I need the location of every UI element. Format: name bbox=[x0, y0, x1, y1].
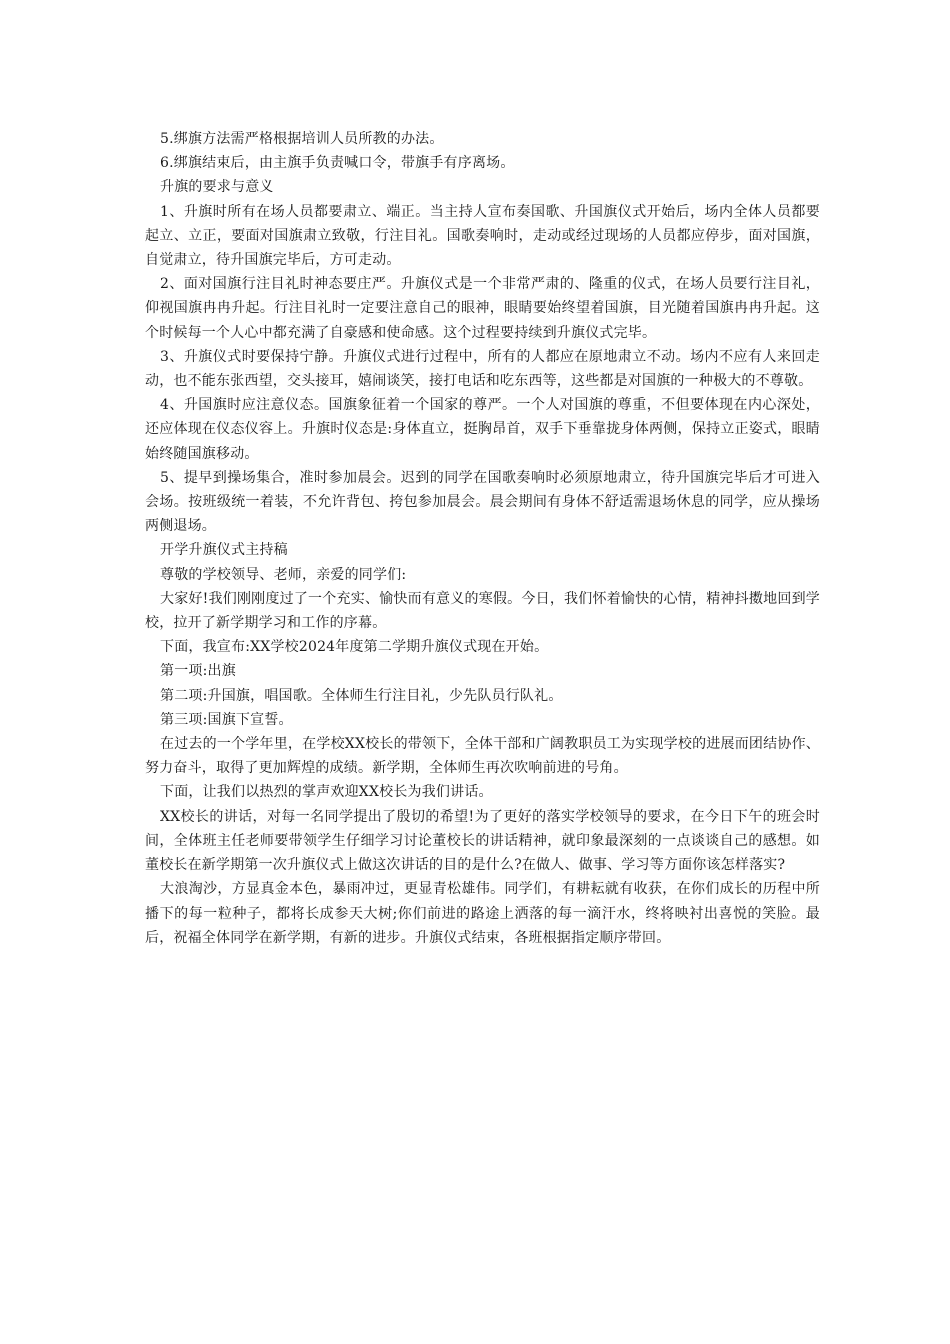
paragraph-principal-speech: XX校长的讲话，对每一名同学提出了殷切的希望!为了更好的落实学校领导的要求，在今日下午的班会时间，全体班主任老师要带领学生仔细学习讨论董校长的讲话精神，就印象最深刻的一点谈谈自己的感想。如董校长在新学期第一次升旗仪式上做这次讲话的目的是什么?在做人、做事、学习等方面你该怎样落实? bbox=[145, 808, 820, 874]
paragraph-requirement-3: 3、升旗仪式时要保持宁静。升旗仪式进行过程中，所有的人都应在原地肃立不动。场内不应有人来回走动，也不能东张西望，交头接耳，嬉闹谈笑，接打电话和吃东西等，这些都是对国旗的一种极大的不尊敬。 bbox=[145, 348, 820, 390]
paragraph-item-3: 第三项:国旗下宣誓。 bbox=[160, 711, 293, 728]
paragraph-announcement: 下面，我宣布:XX学校2024年度第二学期升旗仪式现在开始。 bbox=[160, 639, 549, 656]
paragraph-closing: 大浪淘沙，方显真金本色，暴雨冲过，更显青松雄伟。同学们，有耕耘就有收获，在你们成长的历程中所播下的每一粒种子，都将长成参天大树;你们前进的路途上洒落的每一滴汗水，终将映衬出喜悦的笑脸。最后，祝福全体同学在新学期，有新的进步。升旗仪式结束，各班根据指定顺序带回。 bbox=[145, 881, 820, 946]
paragraph-requirement-1: 1、升旗时所有在场人员都要肃立、端正。当主持人宣布奏国歌、升国旗仪式开始后，场内全体人员都要起立、立正，要面对国旗肃立致敬，行注目礼。国歌奏响时，走动或经过现场的人员都应停步，面对国旗，自觉肃立，待升国旗完毕后，方可走动。 bbox=[145, 203, 820, 269]
paragraph-requirement-2: 2、面对国旗行注目礼时神态要庄严。升旗仪式是一个非常严肃的、隆重的仪式，在场人员要行注目礼，仰视国旗冉冉升起。行注目礼时一定要注意自己的眼神，眼睛要始终望着国旗，目光随着国旗冉冉升起。这个时候每一个人心中都充满了自豪感和使命感。这个过程要持续到升旗仪式完毕。 bbox=[145, 276, 820, 341]
paragraph-binding-end: 6.绑旗结束后，由主旗手负责喊口令，带旗手有序离场。 bbox=[160, 155, 515, 172]
document-body bbox=[145, 127, 820, 950]
paragraph-past-year: 在过去的一个学年里，在学校XX校长的带领下，全体干部和广阔教职员工为实现学校的进展而团结协作、努力奋斗，取得了更加辉煌的成绩。新学期，全体师生再次吹响前进的号角。 bbox=[145, 736, 820, 777]
paragraph-greeting: 尊敬的学校领导、老师，亲爱的同学们: bbox=[160, 566, 407, 583]
paragraph-requirement-4: 4、升国旗时应注意仪态。国旗象征着一个国家的尊严。一个人对国旗的尊重，不但要体现在内心深处，还应体现在仪态仪容上。升旗时仪态是:身体直立，挺胸昂首，双手下垂靠拢身体两侧，保持立正姿式，眼睛始终随国旗移动。 bbox=[145, 397, 820, 462]
paragraph-item-2: 第二项:升国旗，唱国歌。全体师生行注目礼，少先队员行队礼。 bbox=[160, 687, 563, 704]
paragraph-welcome: 大家好!我们刚刚度过了一个充实、愉快而有意义的寒假。今日，我们怀着愉快的心情，精神抖擞地回到学校，拉开了新学期学习和工作的序幕。 bbox=[145, 590, 820, 632]
paragraph-item-1: 第一项:出旗 bbox=[160, 663, 236, 680]
paragraph-principal-intro: 下面，让我们以热烈的掌声欢迎XX校长为我们讲话。 bbox=[160, 784, 493, 801]
paragraph-binding-method: 5.绑旗方法需严格根据培训人员所教的办法。 bbox=[160, 131, 444, 147]
paragraph-requirement-5: 5、提早到操场集合，准时参加晨会。迟到的同学在国歌奏响时必须原地肃立，待升国旗完毕后才可进入会场。按班级统一着装，不允许背包、挎包参加晨会。晨会期间有身体不舒适需退场休息的同学，应从操场两侧退场。 bbox=[145, 469, 820, 535]
section-heading-requirements: 升旗的要求与意义 bbox=[160, 179, 274, 196]
section-heading-host-script: 开学升旗仪式主持稿 bbox=[160, 542, 288, 559]
